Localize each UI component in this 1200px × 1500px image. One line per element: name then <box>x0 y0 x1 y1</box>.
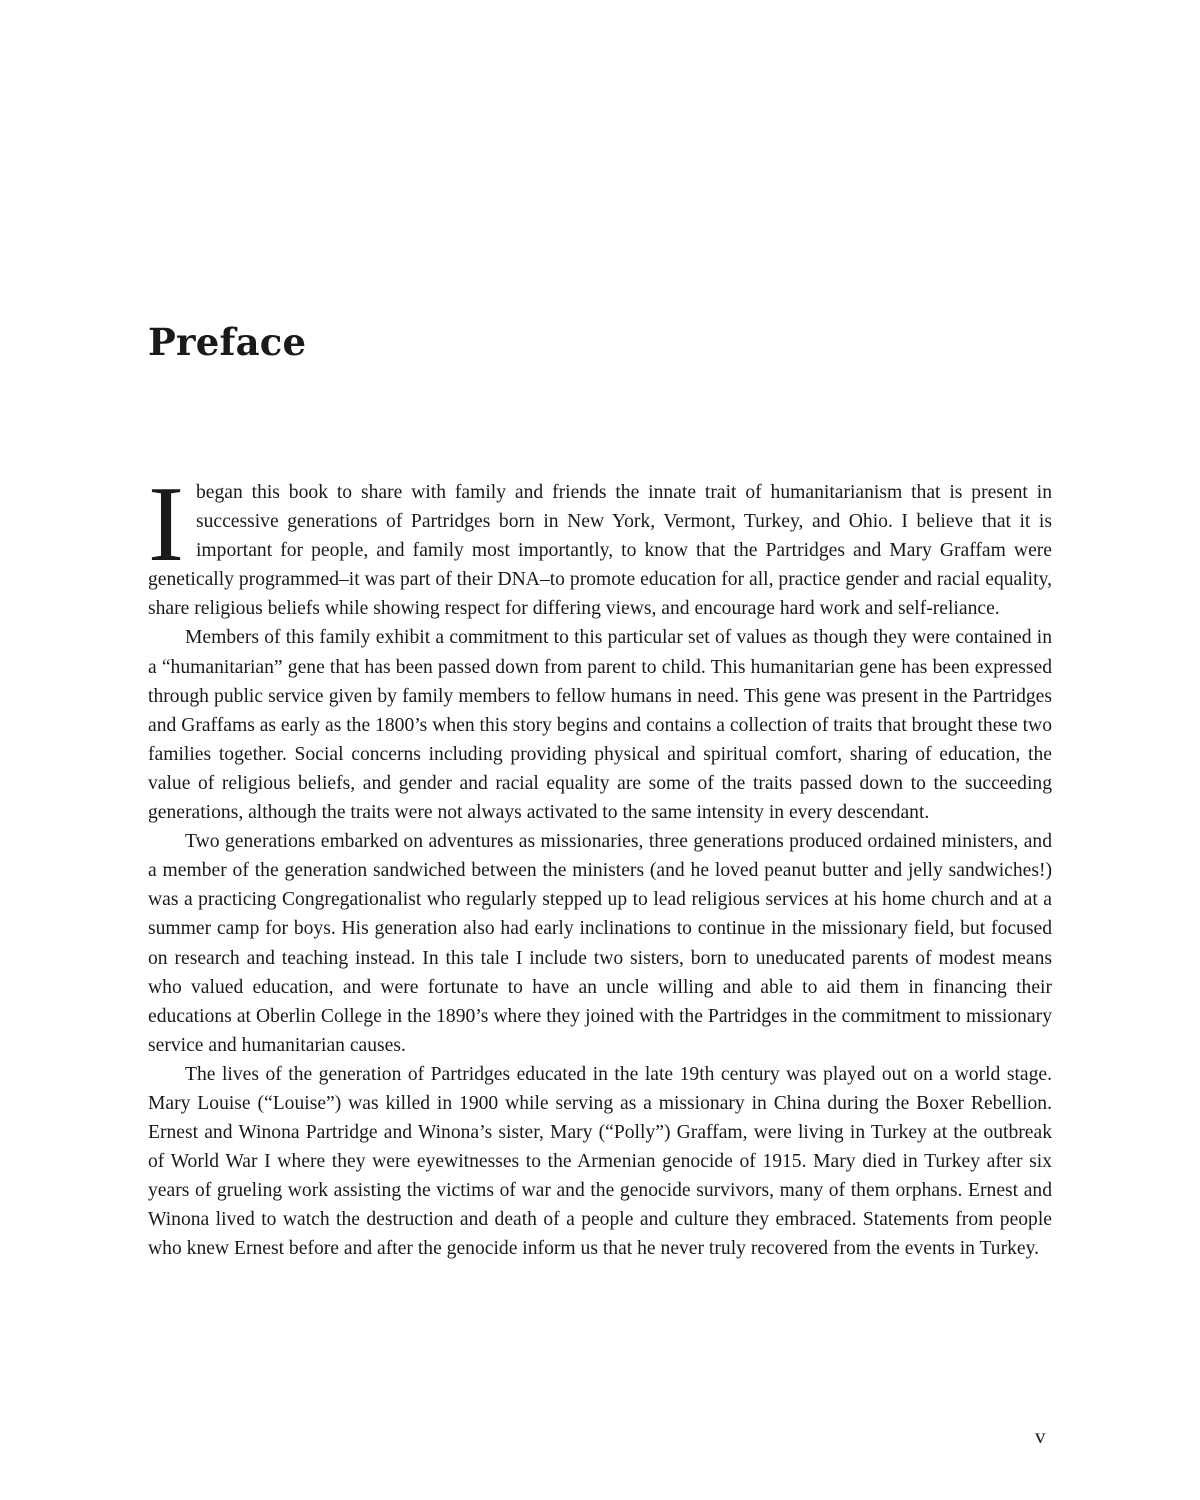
chapter-title: Preface <box>148 320 307 364</box>
drop-cap: I <box>148 465 184 584</box>
paragraph-2: Members of this family exhibit a commitment to this particular set of values as though they were contained in a “humanitarian” gene that has been passed down from parent to child. This humanitarian gene has been expressed through public service given by family members to fellow humans in need. This gene was present in the Partridges and Graffams as early as the 1800’s when this story begins and contains a collection of traits that brought these two families together. Social concerns including providing physical and spiritual comfort, sharing of education, the value of religious beliefs, and gender and racial equality are some of the traits passed down to the succeeding generations, although the traits were not always activated to the same intensity in every descendant. <box>148 627 1053 824</box>
paragraph-1-text: began this book to share with family and friends the innate trait of humanitarianism that is present in successive generations of Partridges born in New York, Vermont, Turkey, and Ohio. I believe that it is important for people, and family most importantly, to know that the Partridges and Mary Graffam were genetically programmed–it was part of their DNA–to promote education for all, practice gender and racial equality, share religious beliefs while showing respect for differing views, and encourage hard work and self-reliance. <box>148 482 1052 620</box>
paragraph-3: Two generations embarked on adventures as missionaries, three generations produced ordained ministers, and a member of the generation sandwiched between the ministers (and he loved peanut butter and jelly sandwiches!) was a practicing Congregationalist who regularly stepped up to lead religious services at his home church and at a summer camp for boys. His generation also had early inclinations to continue in the missionary field, but focused on research and teaching instead. In this tale I include two sisters, born to uneducated parents of modest means who valued education, and were fortunate to have an uncle willing and able to aid them in financing their educations at Oberlin College in the 1890’s where they joined with the Partridges in the commitment to missionary service and humanitarian causes. <box>148 831 1052 1056</box>
page-number: v <box>1035 1424 1046 1448</box>
body-text <box>148 465 1053 1264</box>
paragraph-1 <box>148 465 1052 623</box>
paragraph-4: The lives of the generation of Partridges educated in the late 19th century was played out on a world stage. Mary Louise (“Louise”) was killed in 1900 while serving as a missionary in China during the Boxer Rebellion. Ernest and Winona Partridge and Winona’s sister, Mary (“Polly”) Graffam, were living in Turkey at the outbreak of World War I where they were eyewitnesses to the Armenian genocide of 1915. Mary died in Turkey after six years of grueling work assisting the victims of war and the genocide survivors, many of them orphans. Ernest and Winona lived to watch the destruction and death of a people and culture they embraced. Statements from people who knew Ernest before and after the genocide inform us that he never truly recovered from the events in Turkey. <box>148 1063 1052 1260</box>
